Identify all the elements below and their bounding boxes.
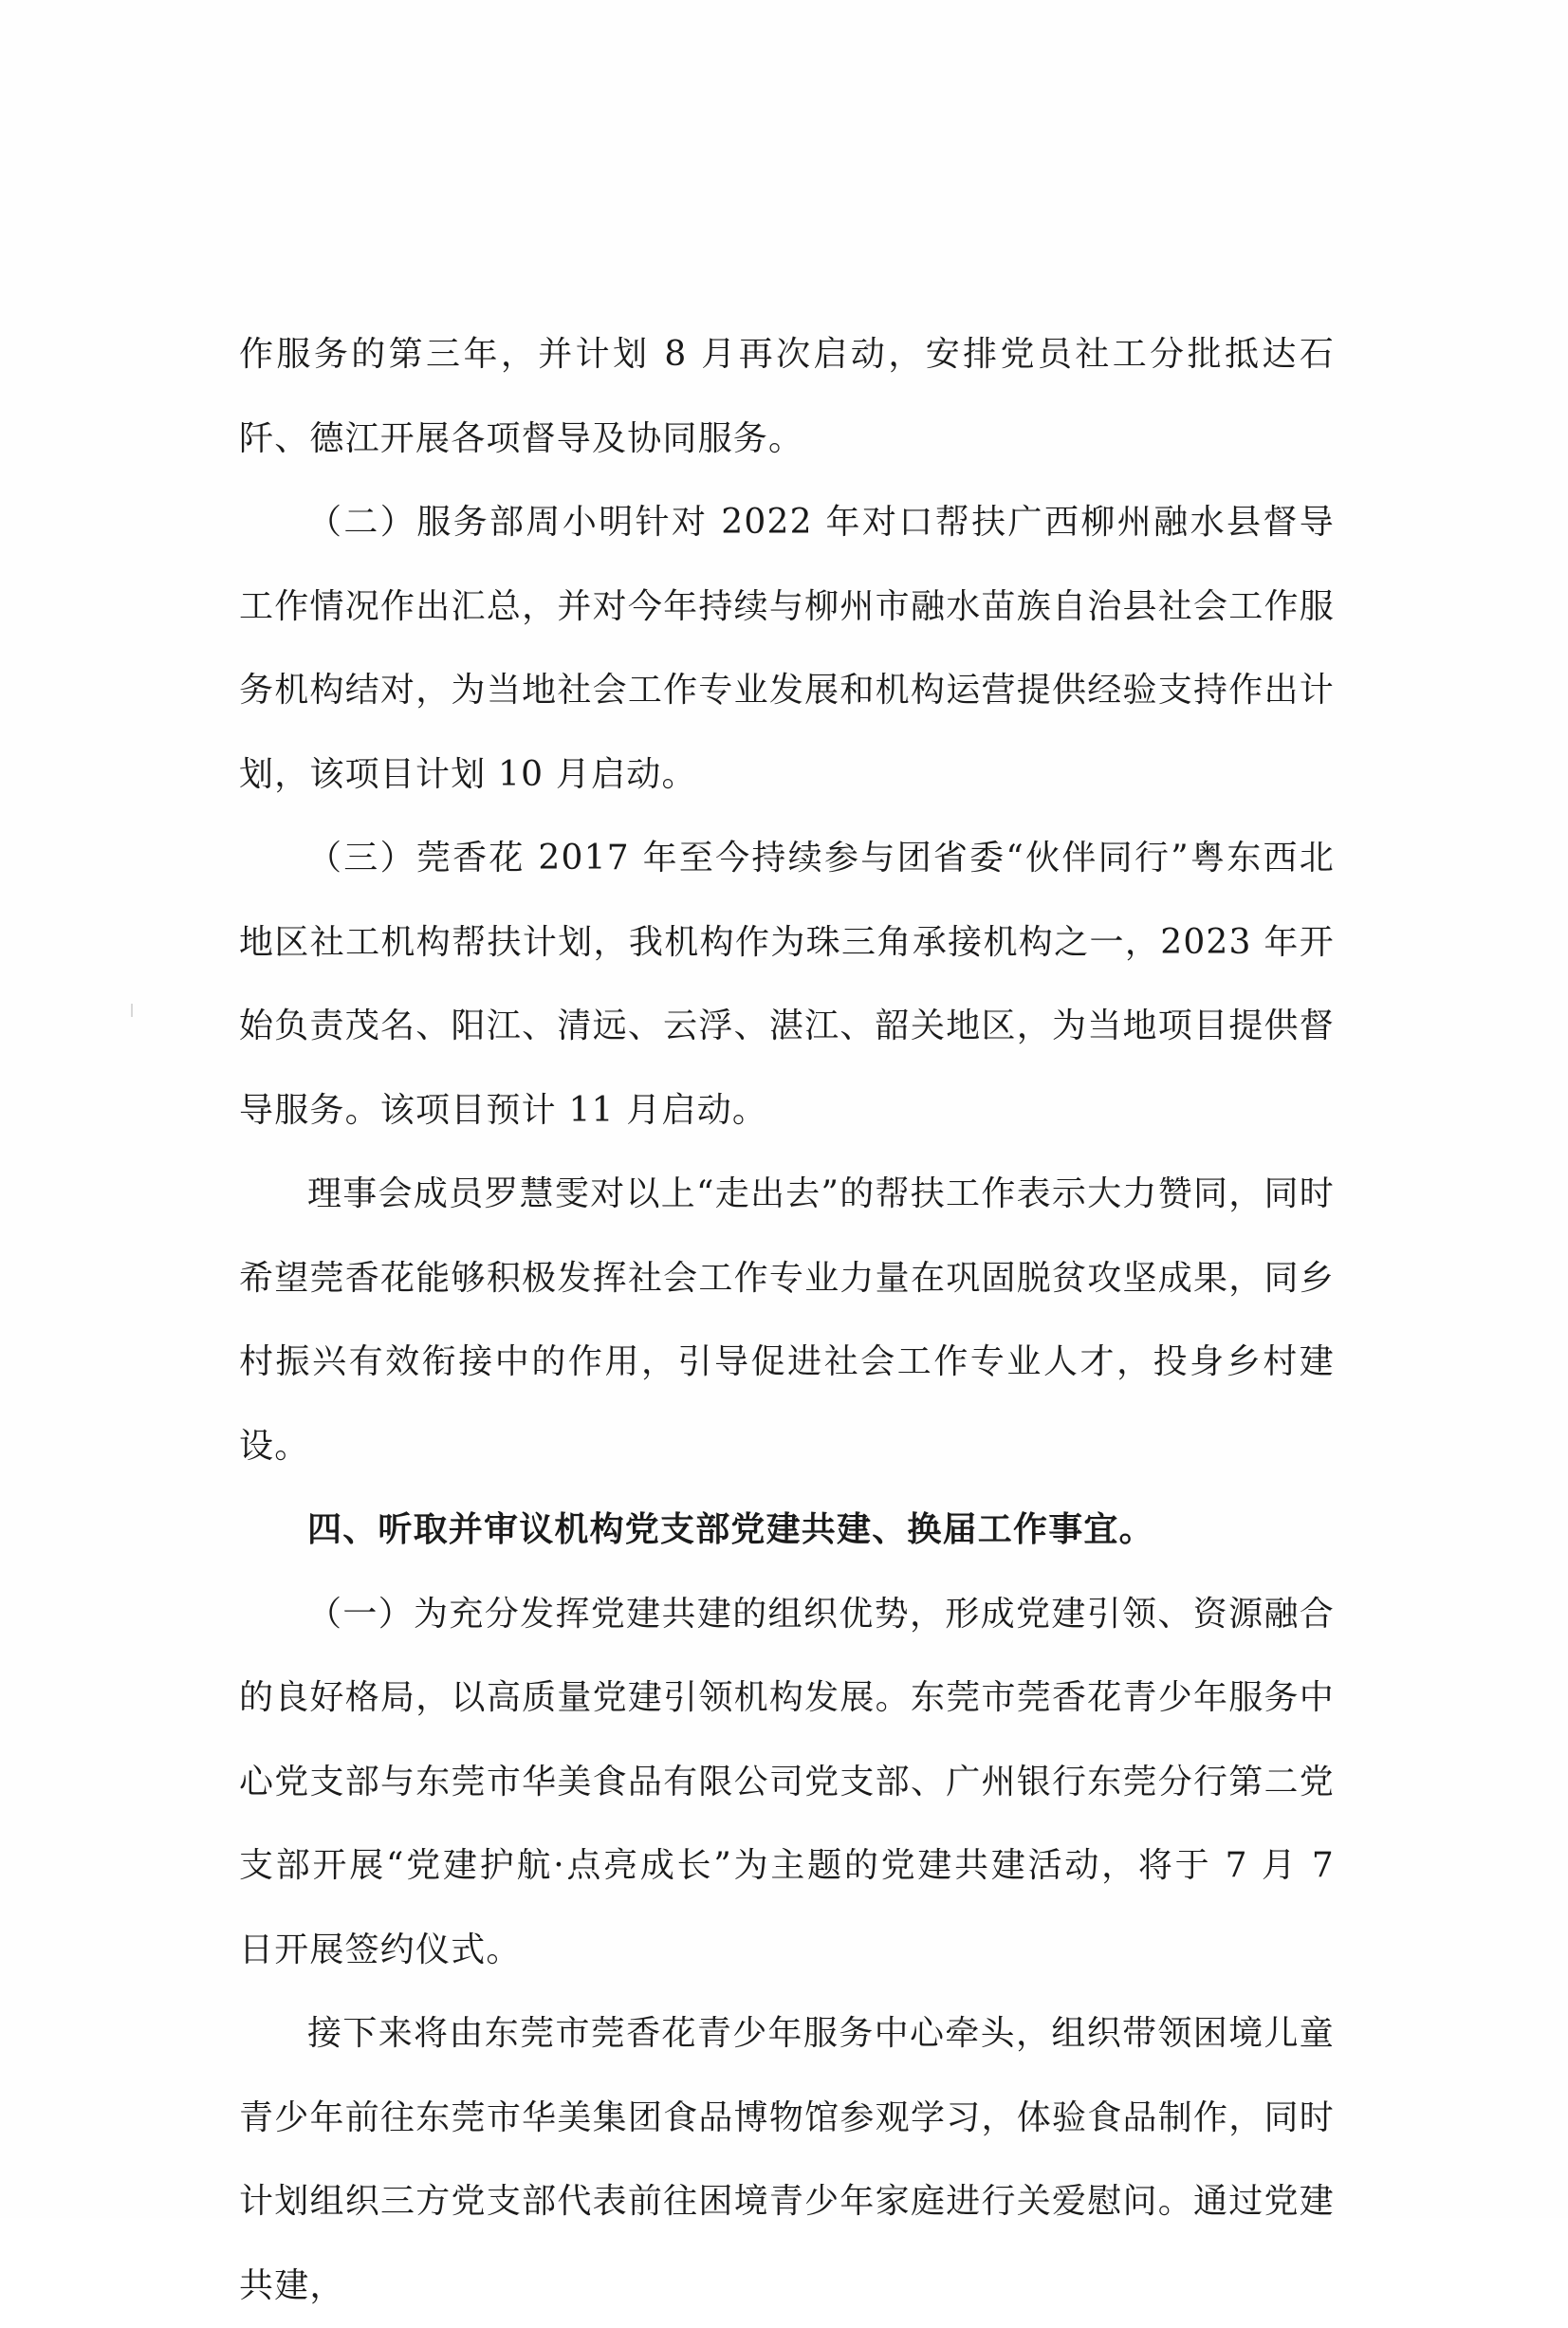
paragraph-section-4-item-1: （一）为充分发挥党建共建的组织优势，形成党建引领、资源融合的良好格局，以高质量党建引领机构发展。东莞市莞香花青少年服务中心党支部与东莞市华美食品有限公司党支部、广州银行东莞分行第二党支部开展“党建护航·点亮成长”为主题的党建共建活动，将于 7 月 7 日开展签约仪式。	[239, 1594, 1335, 1969]
scan-artifact-mark	[131, 1004, 133, 1017]
paragraph-continuation: 作服务的第三年，并计划 8 月再次启动，安排党员社工分批抵达石阡、德江开展各项督导及协同服务。	[239, 335, 1335, 458]
paragraph-item-2: （二）服务部周小明针对 2022 年对口帮扶广西柳州融水县督导工作情况作出汇总，并对今年持续与柳州市融水苗族自治县社会工作服务机构结对，为当地社会工作专业发展和机构运营提供经验支持作出计划，该项目计划 10 月启动。	[239, 503, 1335, 794]
paragraph-section-4-next: 接下来将由东莞市莞香花青少年服务中心牵头，组织带领困境儿童青少年前往东莞市华美集团食品博物馆参观学习，体验食品制作，同时计划组织三方党支部代表前往困境青少年家庭进行关爱慰问。通过党建共建，	[239, 2014, 1335, 2305]
document-body	[239, 313, 1335, 2328]
paragraph-board-comment: 理事会成员罗慧雯对以上“走出去”的帮扶工作表示大力赞同，同时希望莞香花能够积极发挥社会工作专业力量在巩固脱贫攻坚成果，同乡村振兴有效衔接中的作用，引导促进社会工作专业人才，投身乡村建设。	[239, 1174, 1335, 1466]
paragraph-item-3: （三）莞香花 2017 年至今持续参与团省委“伙伴同行”粤东西北地区社工机构帮扶计划，我机构作为珠三角承接机构之一，2023 年开始负责茂名、阳江、清远、云浮、湛江、韶关地区，为当地项目提供督导服务。该项目预计 11 月启动。	[239, 839, 1335, 1130]
section-4-heading: 四、听取并审议机构党支部党建共建、换届工作事宜。	[307, 1510, 1154, 1549]
